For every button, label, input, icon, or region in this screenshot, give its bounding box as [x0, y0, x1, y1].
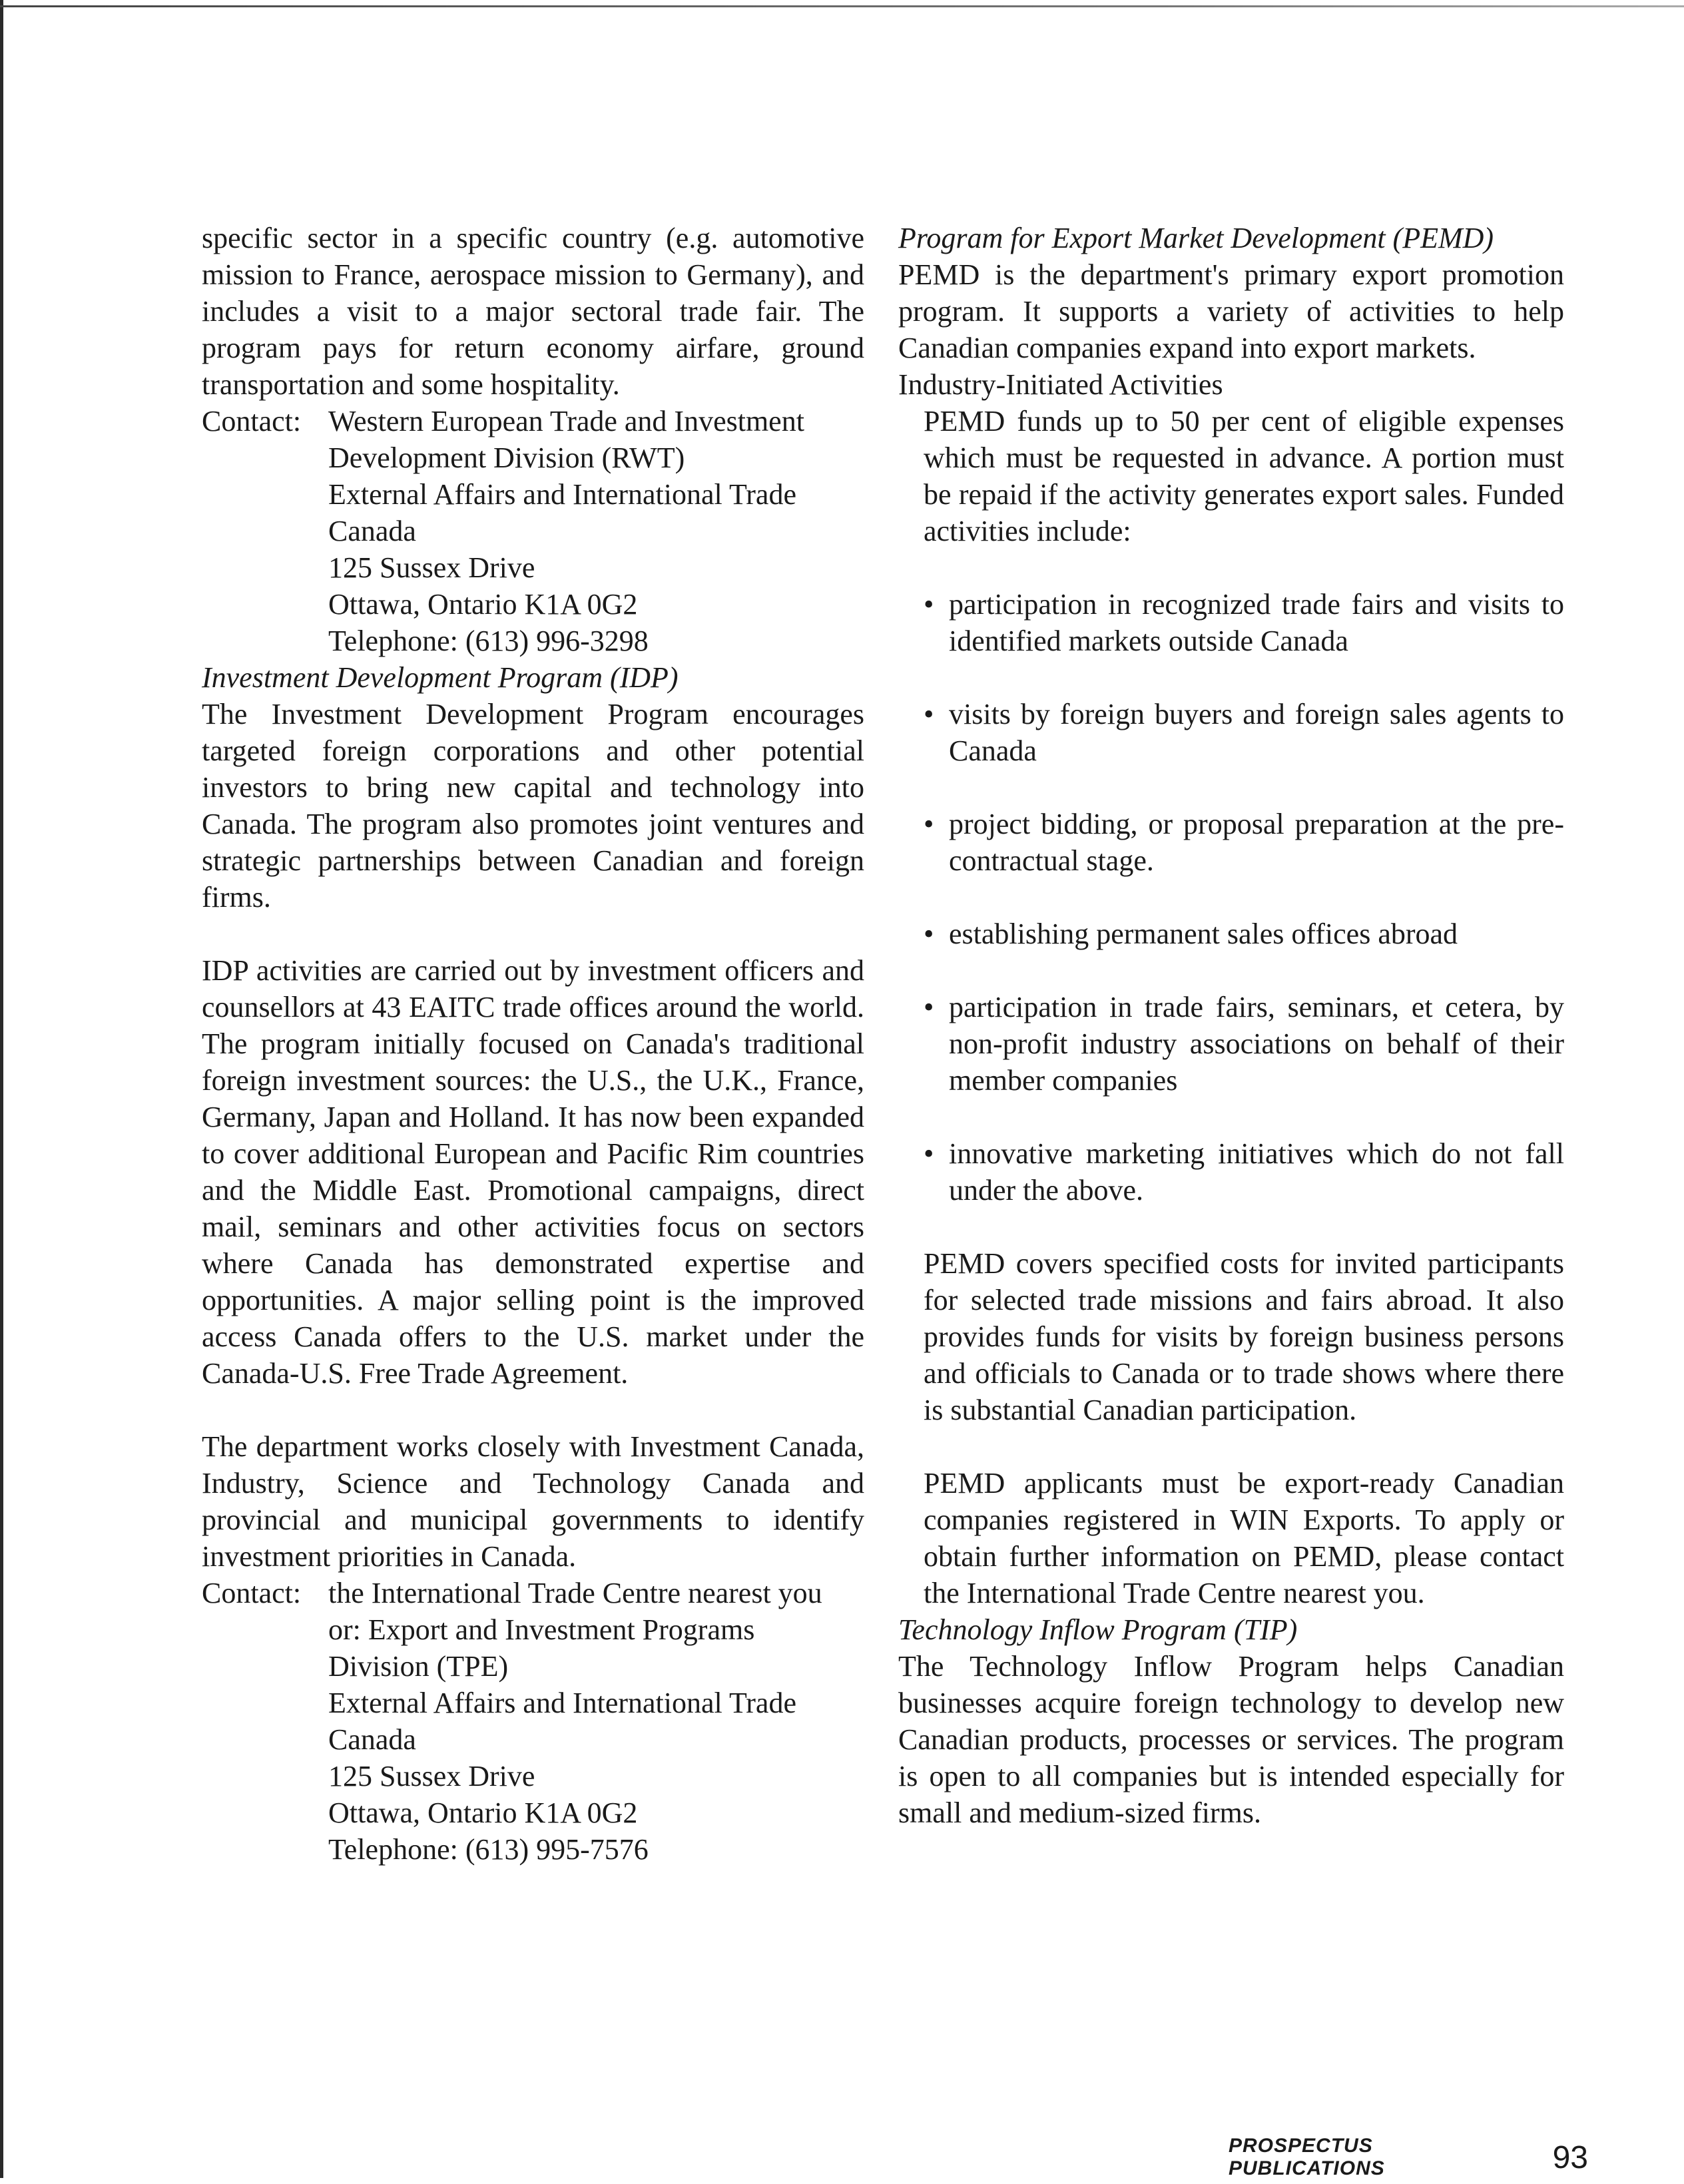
idp-paragraph: IDP activities are carried out by investment officers and counsellors at 43 EAITC trade offices around the world. The program initially focused on Canada's traditional foreign investment sources: the U.S., the U.K., France, Germany, Japan and Holland. It has now been expanded to cover additional European and Pacific Rim countries and the Middle East. Promotional campaigns, direct mail, seminars and other activities focus on sectors where Canada has demonstrated expertise and opportunities. A major selling point is the improved access Canada offers to the U.S. market under the Canada-U.S. Free Trade Agreement.: [202, 954, 864, 1390]
contact-line: Development Division (RWT): [328, 441, 685, 474]
contact-address: [328, 1575, 822, 1868]
page-footer: [1229, 2131, 1588, 2184]
tip-heading: Technology Inflow Program (TIP): [898, 1613, 1298, 1646]
contact-line: External Affairs and International Trade: [328, 1687, 796, 1719]
idp-paragraph: The department works closely with Investment Canada, Industry, Science and Technology Canada and provincial and municipal governments to identify investment priorities in Canada.: [202, 1430, 864, 1573]
pemd-paragraph: PEMD is the department's primary export promotion program. It supports a variety of activities to help Canadian companies expand into export markets.: [898, 258, 1564, 364]
contact-label: Contact:: [202, 405, 302, 437]
contact-line: Ottawa, Ontario K1A 0G2: [328, 1796, 638, 1829]
list-item: • visits by foreign buyers and foreign sales agents to Canada: [924, 696, 1564, 769]
idp-heading: Investment Development Program (IDP): [202, 661, 679, 694]
list-item: • participation in trade fairs, seminars, et cetera, by non-profit industry associations on behalf of their member companies: [924, 989, 1564, 1099]
tip-paragraph: The Technology Inflow Program helps Canadian businesses acquire foreign technology to develop new Canadian products, processes or services. The program is open to all companies but is intended especially for small and medium-sized firms.: [898, 1650, 1564, 1829]
idp-paragraph: The Investment Development Program encourages targeted foreign corporations and other potential investors to bring new capital and technology into Canada. The program also promotes joint ventures and strategic partnerships between Canadian and foreign firms.: [202, 698, 864, 914]
pemd-paragraph: PEMD applicants must be export-ready Canadian companies registered in WIN Exports. To apply or obtain further information on PEMD, please contact the International Trade Centre nearest you.: [924, 1467, 1564, 1609]
contact-address: [328, 403, 804, 659]
contact-line: 125 Sussex Drive: [328, 551, 535, 584]
right-column: [898, 220, 1564, 1831]
list-item: • innovative marketing initiatives which do not fall under the above.: [924, 1135, 1564, 1209]
contact-line: or: Export and Investment Programs: [328, 1613, 755, 1646]
publisher-logo: PROSPECTUS PUBLICATIONS: [1229, 2135, 1385, 2179]
contact-block-rwt: [202, 403, 864, 659]
contact-block-tpe: [202, 1575, 864, 1868]
contact-line: Western European Trade and Investment: [328, 405, 804, 437]
intro-paragraph: specific sector in a specific country (e.g. automotive mission to France, aerospace mission to Germany), and includes a visit to a major sectoral trade fair. The program pays for return economy airfare, ground transportation and some hospitality.: [202, 222, 864, 401]
list-item: • participation in recognized trade fairs and visits to identified markets outside Canada: [924, 586, 1564, 659]
list-item: • establishing permanent sales offices abroad: [924, 916, 1564, 952]
contact-line: Ottawa, Ontario K1A 0G2: [328, 588, 638, 621]
contact-line: Canada: [328, 515, 416, 547]
page-edge: [0, 0, 3, 2178]
contact-line: 125 Sussex Drive: [328, 1760, 535, 1792]
contact-line: External Affairs and International Trade: [328, 478, 796, 511]
funded-activities-list: [898, 586, 1564, 1209]
contact-line: Canada: [328, 1723, 416, 1756]
industry-heading: Industry-Initiated Activities: [898, 368, 1223, 401]
contact-label: Contact:: [202, 1577, 302, 1609]
list-item: • project bidding, or proposal preparation at the pre-contractual stage.: [924, 806, 1564, 879]
top-rule: [0, 5, 1684, 7]
industry-paragraph: PEMD funds up to 50 per cent of eligible expenses which must be requested in advance. A portion must be repaid if the activity generates export sales. Funded activities include:: [924, 405, 1564, 547]
pemd-paragraph: PEMD covers specified costs for invited participants for selected trade missions and fairs abroad. It also provides funds for visits by foreign business persons and officials to Canada or to trade shows where there is substantial Canadian participation.: [924, 1247, 1564, 1426]
page-number: 93: [1552, 2139, 1588, 2175]
contact-line: Telephone: (613) 996-3298: [328, 625, 649, 657]
left-column: [202, 220, 864, 1868]
contact-line: the International Trade Centre nearest you: [328, 1577, 822, 1609]
contact-line: Telephone: (613) 995-7576: [328, 1833, 649, 1866]
contact-line: Division (TPE): [328, 1650, 509, 1683]
pemd-heading: Program for Export Market Development (PEMD): [898, 222, 1494, 254]
